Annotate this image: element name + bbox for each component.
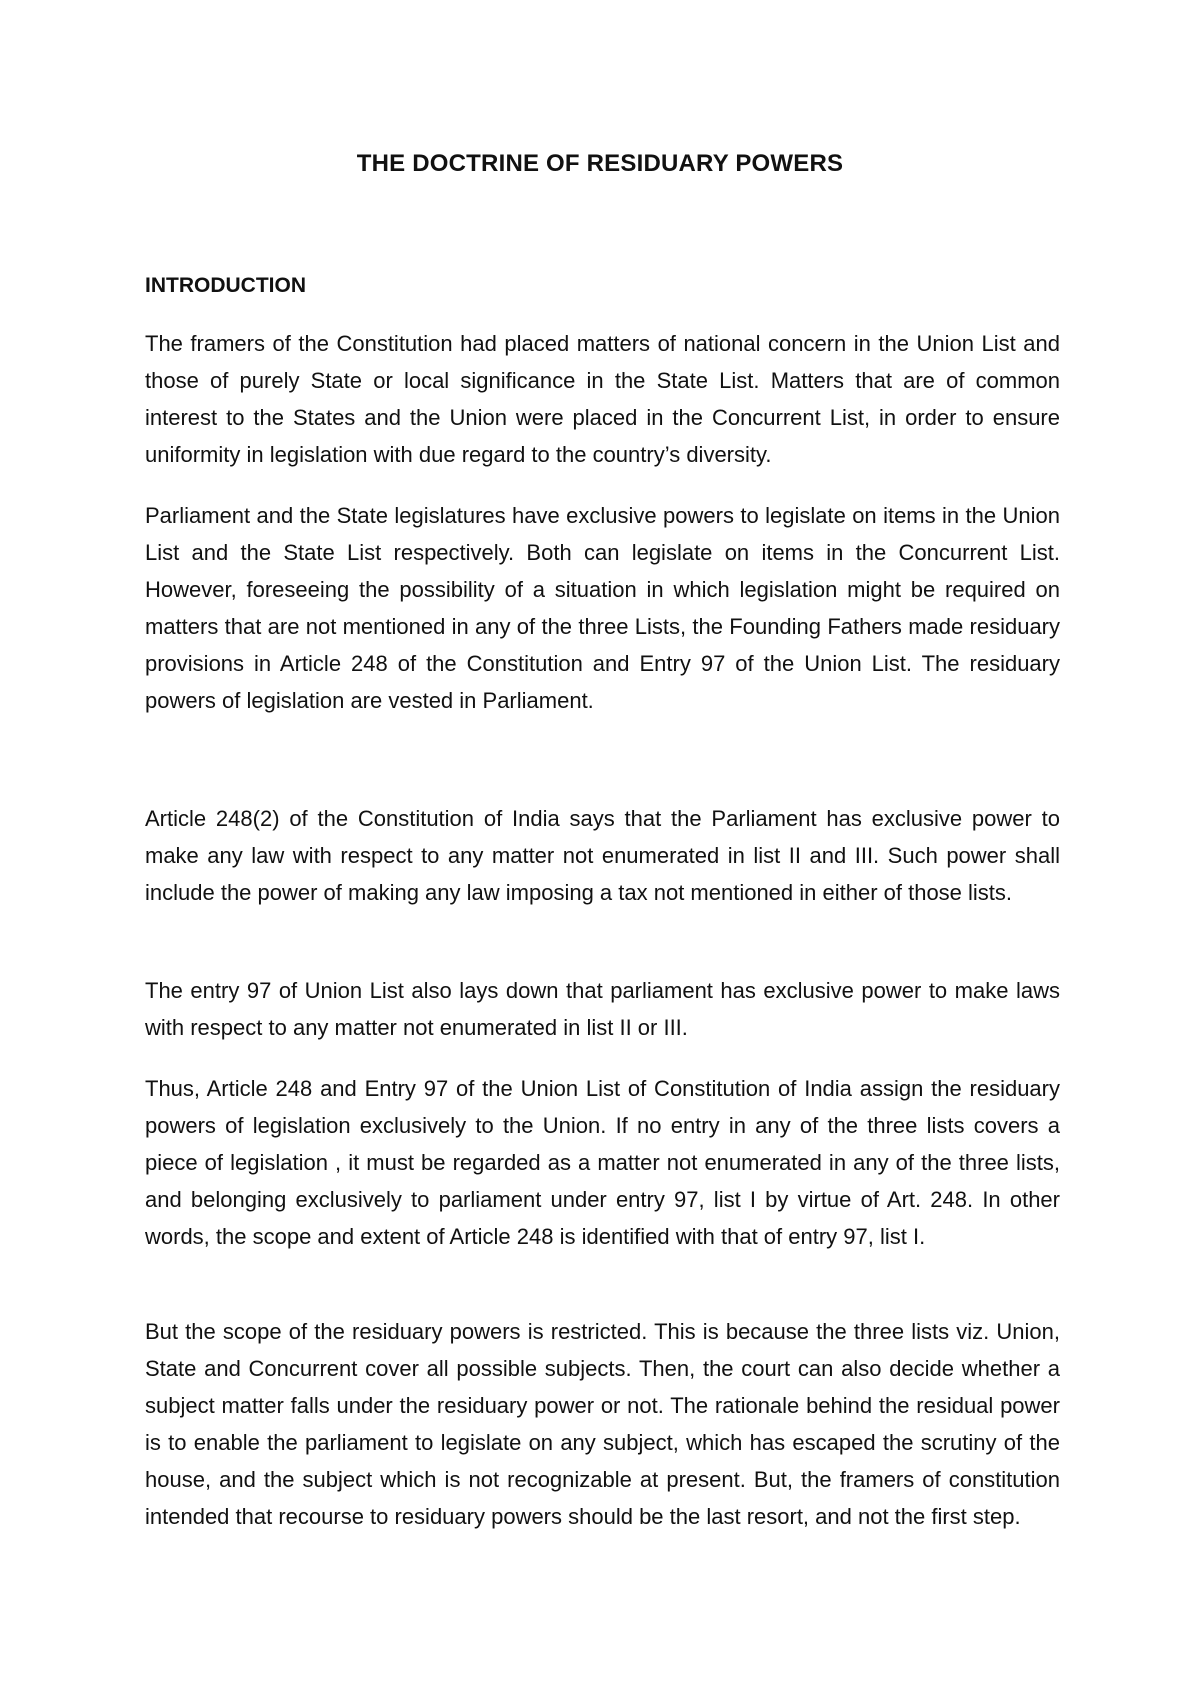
paragraph: The entry 97 of Union List also lays down that parliament has exclusive power to make laws with respect to any matter not enumerated in list II or III.: [145, 978, 1060, 1040]
section-heading: INTRODUCTION: [145, 274, 306, 297]
paragraph: Article 248(2) of the Constitution of India says that the Parliament has exclusive power to make any law with respect to any matter not enumerated in list II and III. Such power shall include the power of making any law imposing a tax not mentioned in either of those lists.: [145, 806, 1060, 905]
paragraph: Thus, Article 248 and Entry 97 of the Union List of Constitution of India assign the residuary powers of legislation exclusively to the Union. If no entry in any of the three lists covers a piece of legislation , it must be regarded as a matter not enumerated in any of the three lists, and belonging exclusively to parliament under entry 97, list I by virtue of Art. 248. In other words, the scope and extent of Article 248 is identified with that of entry 97, list I.: [145, 1076, 1060, 1249]
paragraph: The framers of the Constitution had placed matters of national concern in the Union List and those of purely State or local significance in the State List. Matters that are of common interest to the States and the Union were placed in the Concurrent List, in order to ensure uniformity in legislation with due regard to the country’s diversity.: [145, 331, 1060, 467]
paragraph: Parliament and the State legislatures have exclusive powers to legislate on items in the Union List and the State List respectively. Both can legislate on items in the Concurrent List. However, foreseeing the possibility of a situation in which legislation might be required on matters that are not mentioned in any of the three Lists, the Founding Fathers made residuary provisions in Article 248 of the Constitution and Entry 97 of the Union List. The residuary powers of legislation are vested in Parliament.: [145, 503, 1060, 713]
paragraph: But the scope of the residuary powers is restricted. This is because the three lists viz. Union, State and Concurrent cover all possible subjects. Then, the court can also decide whether a subject matter falls under the residuary power or not. The rationale behind the residual power is to enable the parliament to legislate on any subject, which has escaped the scrutiny of the house, and the subject which is not recognizable at present. But, the framers of constitution intended that recourse to residuary powers should be the last resort, and not the first step.: [145, 1319, 1060, 1529]
document-title: THE DOCTRINE OF RESIDUARY POWERS: [356, 150, 844, 177]
